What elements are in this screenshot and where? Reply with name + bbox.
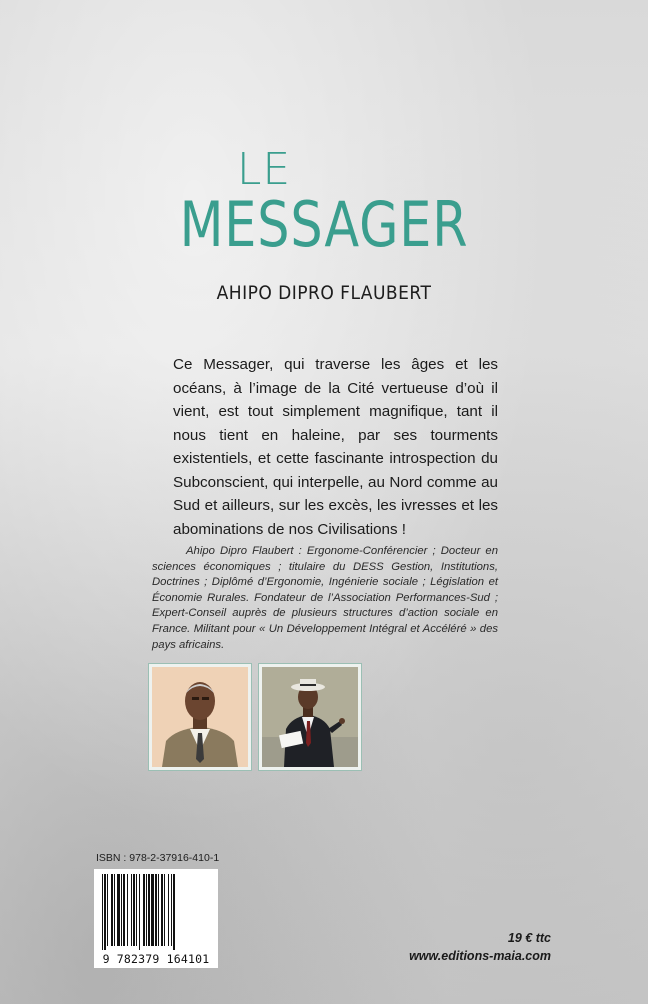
author-speaking-photo bbox=[259, 664, 361, 770]
barcode-digits: 9 782379 164101 bbox=[102, 952, 210, 966]
title-line-le: LE bbox=[236, 144, 292, 195]
barcode-bars-icon bbox=[94, 869, 218, 953]
author-bio: Ahipo Dipro Flaubert : Ergonome-Conférencier ; Docteur en sciences économiques ; titulaire du DESS Gestion, Institutions, Doctrines ; Diplômé d’Ergonomie, Ingénierie sociale ; Législation et Économie Rurales. Fondateur de l’Association Performances-Sud ; Expert-Conseil auprès de plusieurs structures d’action sociale en France. Militant pour « Un Développement Intégral et Accéléré » des pays africains. bbox=[152, 545, 498, 651]
barcode bbox=[94, 869, 218, 968]
book-blurb: Ce Messager, qui traverse les âges et les océans, à l’image de la Cité vertueuse d’où il vient, est tout simplement magnifique, tant il nous tient en haleine, par ses tourments existentiels, et cette fascinante introspection du Subconscient, qui interpelle, au Nord comme au Sud et ailleurs, sur les excès, les ivresses et les abominations de nos Civilisations ! bbox=[173, 356, 498, 538]
author-portrait-photo bbox=[149, 664, 251, 770]
title-line-messager: MESSAGER bbox=[179, 188, 469, 261]
author-speaking-icon bbox=[262, 667, 358, 767]
author-name: AHIPO DIPRO FLAUBERT bbox=[216, 282, 432, 304]
isbn-label: ISBN : 978-2-37916-410-1 bbox=[96, 852, 220, 864]
author-portrait-icon bbox=[152, 667, 248, 767]
price-label: 19 € ttc bbox=[507, 931, 551, 945]
publisher-website: www.editions-maia.com bbox=[409, 949, 551, 963]
